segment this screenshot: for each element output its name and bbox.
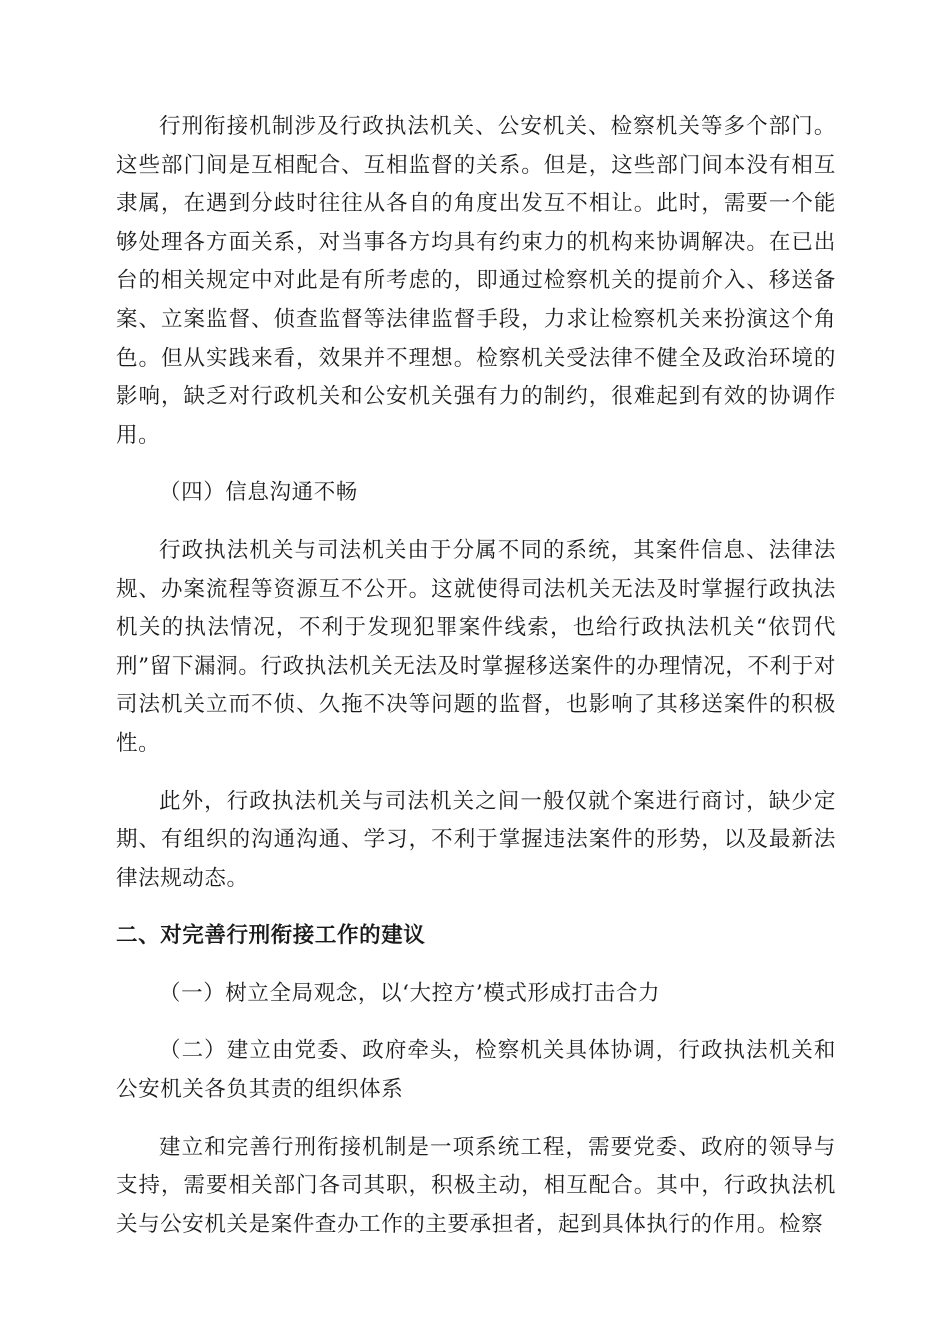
paragraph-system-engineering: 建立和完善行刑衔接机制是一项系统工程，需要党委、政府的领导与支持，需要相关部门各司其职，积极主动，相互配合。其中，行政执法机关与公安机关是案件查办工作的主要承担者，起到具体执行的作用。检察 (116, 1134, 836, 1237)
paragraph-info-not-public: 行政执法机关与司法机关由于分属不同的系统，其案件信息、法律法规、办案流程等资源互不公开。这就使得司法机关无法及时掌握行政执法机关的执法情况，不利于发现犯罪案件线索，也给行政执法机关“依罚代刑”留下漏洞。行政执法机关无法及时掌握移送案件的办理情况，不利于对司法机关立而不侦、久拖不决等问题的监督，也影响了其移送案件的积极性。 (116, 537, 836, 756)
paragraph-coordination: 行刑衔接机制涉及行政执法机关、公安机关、检察机关等多个部门。这些部门间是互相配合、互相监督的关系。但是，这些部门间本没有相互隶属，在遇到分歧时往往从各自的角度出发互不相让。此时，需要一个能够处理各方面关系，对当事各方均具有约束力的机构来协调解决。在已出台的相关规定中对此是有所考虑的，即通过检察机关的提前介入、移送备案、立案监督、侦查监督等法律监督手段，力求让检察机关来扮演这个角色。但从实践来看，效果并不理想。检察机关受法律不健全及政治环境的影响，缺乏对行政机关和公安机关强有力的制约，很难起到有效的协调作用。 (116, 114, 836, 448)
document-page (116, 108, 836, 1244)
section-heading-suggestions: 二、对完善行刑衔接工作的建议 (116, 923, 426, 949)
subheading-global-view: （一）树立全局观念，以‘大控方’模式形成打击合力 (159, 980, 661, 1006)
paragraph-case-discussion: 此外，行政执法机关与司法机关之间一般仅就个案进行商讨，缺少定期、有组织的沟通沟通、学习，不利于掌握违法案件的形势，以及最新法律法规动态。 (116, 788, 836, 891)
subheading-org-system: （二）建立由党委、政府牵头，检察机关具体协调，行政执法机关和公安机关各负其责的组织体系 (116, 1038, 836, 1103)
subheading-info-communication: （四）信息沟通不畅 (159, 480, 358, 506)
